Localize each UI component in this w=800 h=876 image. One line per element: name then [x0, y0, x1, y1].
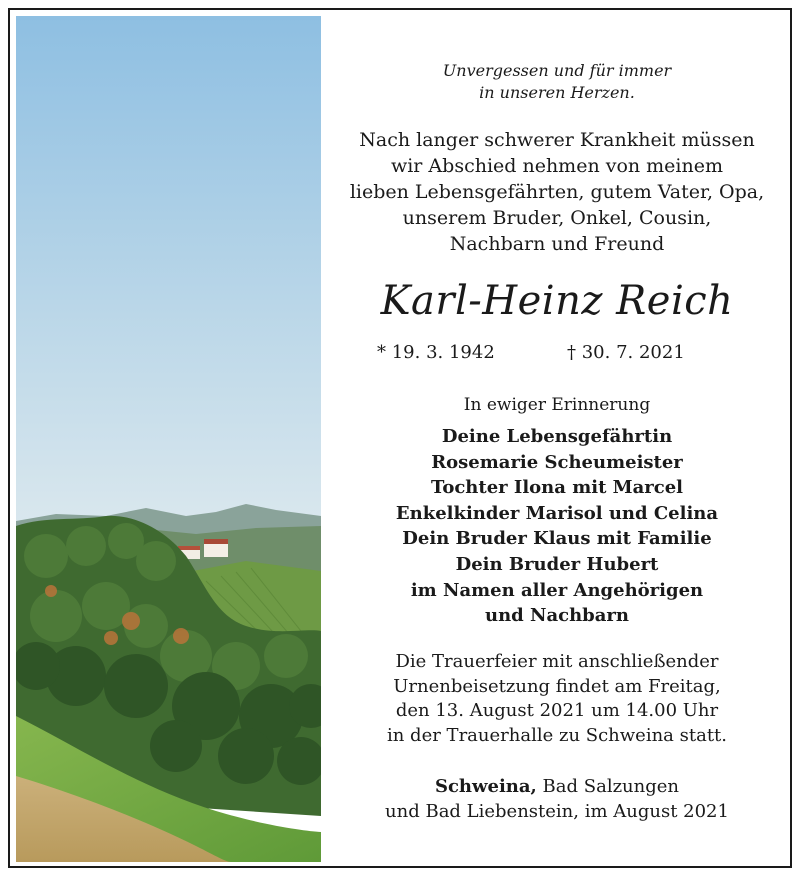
intro-line: wir Abschied nehmen von meinem: [390, 155, 724, 177]
intro-line: Nach langer schwerer Krankheit müssen: [359, 129, 755, 151]
family-line: im Namen aller Angehörigen: [410, 579, 704, 601]
family-line: Rosemarie Scheumeister: [431, 451, 683, 473]
obituary-text: [322, 10, 792, 866]
family-line: Dein Bruder Klaus mit Familie: [402, 528, 712, 550]
obituary-frame: [8, 8, 792, 868]
place-and-date: [322, 774, 792, 824]
landscape-photo: [16, 16, 321, 862]
motto-line: in unseren Herzen.: [479, 83, 635, 102]
motto-line: Unvergessen und für immer: [442, 61, 672, 80]
death-date: † 30. 7. 2021: [567, 342, 685, 363]
birth-date: * 19. 3. 1942: [377, 342, 495, 363]
family-list: [322, 424, 792, 629]
house: [204, 543, 228, 557]
service-info: [322, 650, 792, 748]
family-line: Deine Lebensgefährtin: [441, 426, 673, 447]
family-line: und Nachbarn: [484, 605, 629, 627]
intro-text: [322, 127, 792, 257]
remembrance-line: In ewiger Erinnerung: [463, 395, 651, 415]
deceased-name: Karl-Heinz Reich: [380, 278, 734, 324]
motto: [322, 60, 792, 104]
family-line: Enkelkinder Marisol und Celina: [395, 502, 719, 524]
service-line: Urnenbeisetzung findet am Freitag,: [393, 675, 721, 697]
town-name: Schweina,: [434, 776, 537, 797]
service-line: den 13. August 2021 um 14.00 Uhr: [395, 700, 719, 721]
intro-line: Nachbarn und Freund: [449, 233, 665, 255]
service-line: in der Trauerhalle zu Schweina statt.: [386, 724, 728, 746]
service-line: Die Trauerfeier mit anschließender: [395, 651, 719, 672]
place-line-2: und Bad Liebenstein, im August 2021: [385, 801, 729, 822]
place-line-1: [322, 774, 792, 799]
town-rest: Bad Salzungen: [536, 776, 680, 797]
sky: [16, 16, 321, 536]
family-line: Tochter Ilona mit Marcel: [431, 477, 683, 499]
intro-line: unserem Bruder, Onkel, Cousin,: [402, 207, 712, 229]
life-dates: [322, 340, 792, 366]
intro-line: lieben Lebensgefährten, gutem Vater, Opa,: [349, 181, 765, 203]
family-line: Dein Bruder Hubert: [455, 553, 659, 575]
